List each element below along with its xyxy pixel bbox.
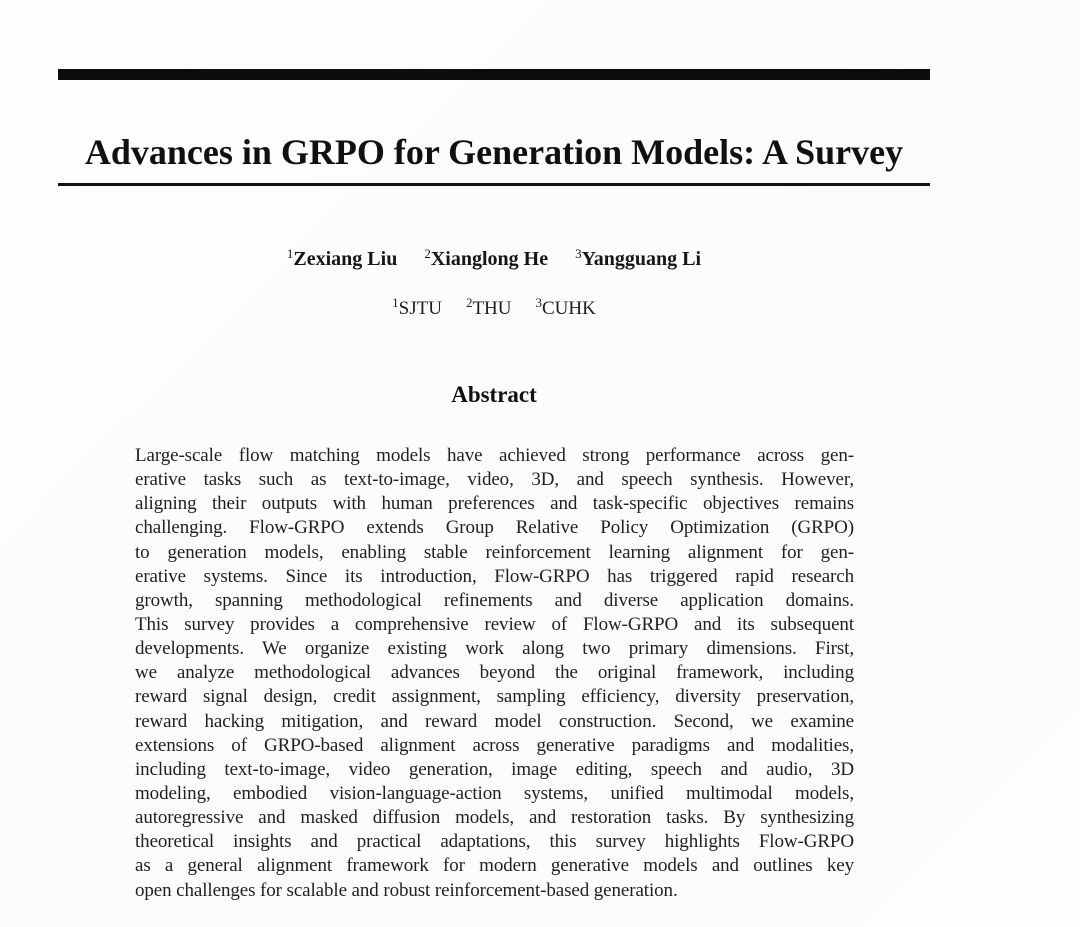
author-name: Yangguang Li <box>581 248 702 270</box>
affiliation-name: CUHK <box>542 298 596 319</box>
abstract-line: challenging. Flow-GRPO extends Group Relative Policy Optimization (GRPO) <box>135 517 854 539</box>
abstract-body <box>135 444 854 903</box>
affiliation <box>466 296 512 323</box>
abstract-line: open challenges for scalable and robust reinforcement-based generation. <box>135 879 678 901</box>
abstract-line: modeling, embodied vision-language-action systems, unified multimodal models, <box>135 782 854 804</box>
abstract-line: Large-scale flow matching models have achieved strong performance across gen- <box>135 445 854 466</box>
abstract-line: This survey provides a comprehensive review of Flow-GRPO and its subsequent <box>135 613 854 635</box>
title-rule <box>58 183 930 186</box>
author <box>424 246 548 274</box>
abstract-line: extensions of GRPO-based alignment across generative paradigms and modalities, <box>135 734 854 756</box>
authors-row <box>58 246 930 274</box>
abstract-line: including text-to-image, video generation, image editing, speech and audio, 3D <box>135 758 854 780</box>
abstract-line: reward hacking mitigation, and reward model construction. Second, we examine <box>135 710 854 732</box>
abstract-line: erative tasks such as text-to-image, video, 3D, and speech synthesis. However, <box>135 469 854 491</box>
affiliation-sup: 3 <box>535 295 542 310</box>
abstract-heading: Abstract <box>451 382 537 407</box>
abstract-line: developments. We organize existing work along two primary dimensions. First, <box>135 638 854 660</box>
affiliation <box>392 296 442 323</box>
abstract-line: theoretical insights and practical adaptations, this survey highlights Flow-GRPO <box>135 831 854 853</box>
abstract-line: reward signal design, credit assignment, sampling efficiency, diversity preservation, <box>135 686 854 708</box>
affiliation-name: THU <box>472 298 512 319</box>
author-affil-sup: 3 <box>575 246 582 261</box>
affiliations-row <box>58 296 930 323</box>
abstract-line: to generation models, enabling stable reinforcement learning alignment for gen- <box>135 541 854 563</box>
abstract-line: as a general alignment framework for modern generative models and outlines key <box>135 855 854 877</box>
abstract-line: autoregressive and masked diffusion models, and restoration tasks. By synthesizing <box>135 807 854 829</box>
abstract-line: erative systems. Since its introduction, Flow-GRPO has triggered rapid research <box>135 565 854 587</box>
author-name: Zexiang Liu <box>293 248 398 270</box>
author-affil-sup: 1 <box>286 246 294 261</box>
abstract-line: we analyze methodological advances beyond the original framework, including <box>135 662 854 684</box>
author <box>287 246 397 274</box>
author-affil-sup: 2 <box>424 246 431 261</box>
abstract-line: growth, spanning methodological refinements and diverse application domains. <box>135 589 854 611</box>
affiliation <box>536 296 596 323</box>
top-rule <box>58 69 930 80</box>
author <box>575 246 701 274</box>
affiliation-name: SJTU <box>398 298 442 319</box>
abstract-line: aligning their outputs with human preferences and task-specific objectives remains <box>135 493 854 515</box>
page-title: Advances in GRPO for Generation Models: A Survey <box>84 132 904 173</box>
affiliation-sup: 2 <box>465 295 473 310</box>
author-name: Xianglong He <box>430 248 549 270</box>
affiliation-sup: 1 <box>392 295 399 310</box>
